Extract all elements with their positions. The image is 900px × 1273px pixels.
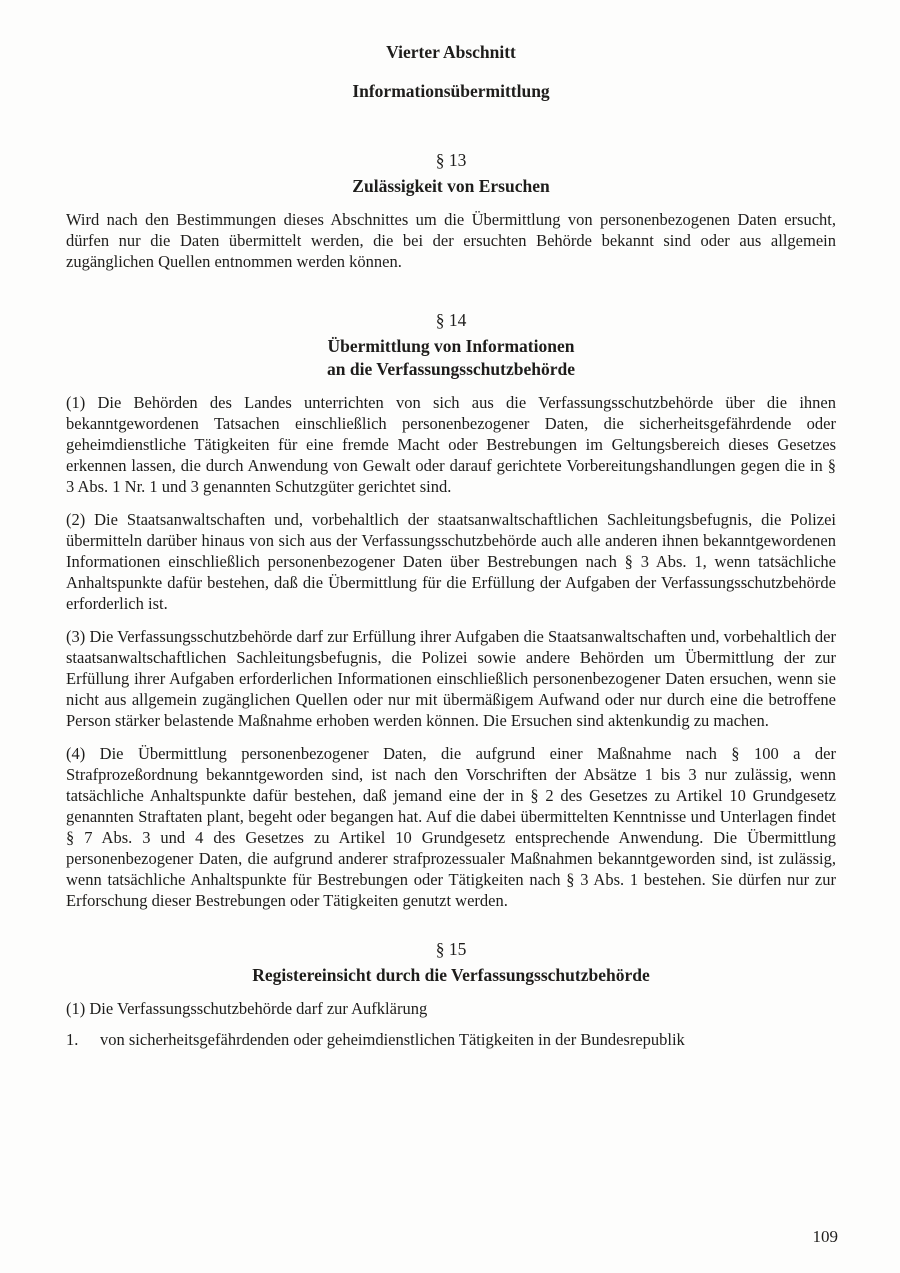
list-item-text: von sicherheitsgefährdenden oder geheimdienstlichen Tätigkeiten in der Bundesrepublik: [100, 1030, 685, 1049]
section-15-list-item-1: [66, 1029, 836, 1050]
section-14-paragraph-3: (3) Die Verfassungsschutzbehörde darf zur Erfüllung ihrer Aufgaben die Staatsanwaltschaften und, vorbehaltlich der staatsanwaltschaftlichen Sachleitungsbefugnis, die Polizei sowie andere Behörden um Übermittlung der zur Erfüllung ihrer Aufgaben erforderlichen Informationen einschließlich personenbezogener Daten ersuchen, wenn sie nicht aus allgemein zugänglichen Quellen oder nur mit übermäßigem Aufwand oder nur durch eine die betroffene Person stärker belastende Maßnahme erhoben werden können. Die Ersuchen sind aktenkundig zu machen.: [66, 627, 836, 730]
section-14-paragraph-4: (4) Die Übermittlung personenbezogener Daten, die aufgrund einer Maßnahme nach § 100 a der Strafprozeßordnung bekanntgeworden sind, ist nach den Vorschriften der Absätze 1 bis 3 nur zulässig, wenn tatsächliche Anhaltspunkte dafür bestehen, daß jemand eine der in § 2 des Gesetzes zu Artikel 10 Grundgesetz genannten Straftaten plant, begeht oder begangen hat. Auf die dabei übermittelten Kenntnisse und Unterlagen findet § 7 Abs. 3 und 4 des Gesetzes zu Artikel 10 Grundgesetz entsprechende Anwendung. Die Übermittlung personenbezogener Daten, die aufgrund anderer strafprozessualer Maßnahmen bekanntgeworden sind, ist zulässig, wenn tatsächliche Anhaltspunkte für Bestrebungen oder Tätigkeiten nach § 3 Abs. 1 bestehen. Sie dürfen nur zur Erforschung dieser Bestrebungen oder Tätigkeiten genutzt werden.: [66, 744, 836, 910]
page-number: 109: [812, 1227, 838, 1246]
section-15-title: Registereinsicht durch die Verfassungsschutzbehörde: [252, 965, 650, 985]
chapter-subheading: Informationsübermittlung: [352, 81, 550, 101]
section-14-title-line-1: Übermittlung von Informationen: [327, 336, 575, 356]
list-item-marker: 1.: [66, 1030, 79, 1049]
chapter-heading: Vierter Abschnitt: [386, 42, 516, 62]
section-14-title-line-2: an die Verfassungsschutzbehörde: [327, 359, 575, 379]
section-14-number: § 14: [435, 310, 467, 330]
section-15-number: § 15: [435, 939, 467, 959]
section-14-paragraph-2: (2) Die Staatsanwaltschaften und, vorbehaltlich der staatsanwaltschaftlichen Sachleitungsbefugnis, die Polizei übermitteln darüber hinaus von sich aus der Verfassungsschutzbehörde auch alle anderen ihnen bekanntgewordenen Informationen einschließlich personenbezogener Daten über Bestrebungen nach § 3 Abs. 1, wenn tatsächliche Anhaltspunkte dafür bestehen, daß die Übermittlung für die Erfüllung der Aufgaben der Verfassungsschutzbehörde erforderlich ist.: [66, 510, 836, 613]
section-13-number: § 13: [435, 150, 467, 170]
section-14-paragraph-1: (1) Die Behörden des Landes unterrichten von sich aus die Verfassungsschutzbehörde über die ihnen bekanntgewordenen Tatsachen einschließlich personenbezogener Daten, die sicherheitsgefährdende oder geheimdienstliche Tätigkeiten für eine fremde Macht oder Bestrebungen im Geltungsbereich dieses Gesetzes erkennen lassen, die durch Anwendung von Gewalt oder darauf gerichtete Vorbereitungshandlungen gegen die in § 3 Abs. 1 Nr. 1 und 3 genannten Schutzgüter gerichtet sind.: [66, 393, 836, 496]
section-13-title: Zulässigkeit von Ersuchen: [352, 176, 550, 196]
section-13-paragraph-1: Wird nach den Bestimmungen dieses Abschnittes um die Übermittlung von personenbezogenen Daten ersucht, dürfen nur die Daten übermittelt werden, die bei der ersuchten Behörde bekannt sind oder aus allgemein zugänglichen Quellen entnommen werden können.: [66, 210, 836, 271]
section-15-paragraph-1: (1) Die Verfassungsschutzbehörde darf zur Aufklärung: [66, 999, 428, 1018]
